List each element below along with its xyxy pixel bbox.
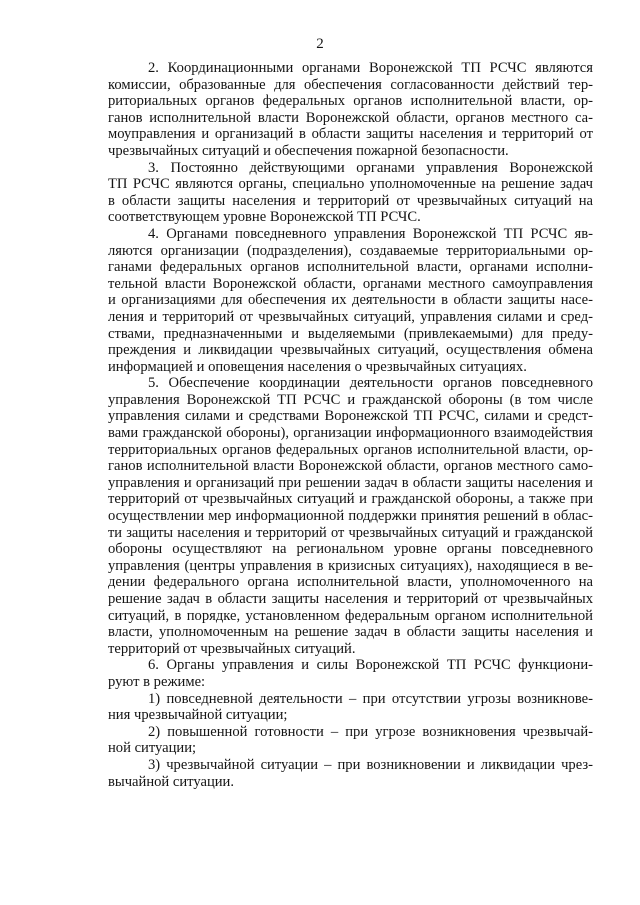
text-line: ганов исполнительной власти Воронежской области, органов местного само- [108,458,593,475]
text-line: 6. Органы управления и силы Воронежской ТП РСЧС функциони- [148,657,593,674]
text-line: территориальных органов федеральных органов исполнительной власти, ор- [108,441,593,458]
text-line: управления силами и средствами Воронежской ТП РСЧС, силами и средст- [108,408,593,425]
text-line: 1) повседневной деятельности – при отсутствии угрозы возникнове- [148,690,593,707]
text-line: преждения и ликвидации чрезвычайных ситуаций, осуществления обмена [108,342,593,359]
text-line: дении федерального органа исполнительной власти, уполномоченного на [108,574,593,591]
text-line: 3) чрезвычайной ситуации – при возникновении и ликвидации чрез- [148,756,593,773]
text-line: 2. Координационными органами Воронежской ТП РСЧС являются [148,60,593,76]
paragraph-p6 [108,657,593,690]
paragraph-p6-3 [108,757,593,790]
text-line: 2) повышенной готовности – при угрозе возникновения чрезвычай- [148,723,593,740]
text-line: решение задач в области защиты населения и территорий от чрезвычайных [108,591,593,607]
text-line: риториальных органов федеральных органов исполнительной власти, ор- [108,93,593,110]
text-line: 3. Постоянно действующими органами управления Воронежской [148,159,593,176]
text-line: вами гражданской обороны), организации информационного взаимодействия [108,425,593,442]
text-line: и организациями для обеспечения их деятельности в области защиты насе- [108,292,593,309]
paragraph-p4 [108,226,593,375]
text-line: осуществлении мер информационной поддержки принятия решений в облас- [108,508,593,525]
document-body [108,60,593,790]
text-line: вычайной ситуации. [108,773,235,790]
text-line: управления (центры управления в кризисных ситуациях), находящиеся в ве- [108,557,593,574]
text-line: обороны осуществляют на региональном уровне органы повседневного [108,541,593,558]
text-line: ния чрезвычайной ситуации; [108,707,288,724]
text-line: территорий от чрезвычайных ситуаций. [108,640,356,657]
text-line: власти, уполномоченным на решение задач в области защиты населения и [108,624,593,641]
text-line: 5. Обеспечение координации деятельности органов повседневного [148,375,593,392]
text-line: ти защиты населения и территорий от чрезвычайных ситуаций и гражданской [108,524,593,541]
paragraph-p5 [108,375,593,657]
paragraph-p2 [108,60,593,160]
text-line: информацией и оповещения населения о чрезвычайных ситуациях. [108,358,527,375]
text-line: комиссии, образованные для обеспечения согласованности действий тер- [108,76,593,93]
text-line: соответствующем уровне Воронежской ТП РСЧС. [108,209,421,226]
text-line: тельной власти Воронежской области, органами местного самоуправления [108,275,593,292]
paragraph-p6-1 [108,691,593,724]
page-number: 2 [316,36,324,52]
text-line: моуправления и организаций в области защиты населения и территорий от [108,126,593,143]
text-line: ганов исполнительной власти Воронежской области, органов местного са- [108,109,593,126]
paragraph-p3 [108,160,593,226]
text-line: территорий от чрезвычайных ситуаций и гражданской обороны, а также при [108,491,593,508]
text-line: ствами, предназначенными и выделяемыми (привлекаемыми) для преду- [108,325,593,342]
paragraph-p6-2 [108,724,593,757]
text-line: 4. Органами повседневного управления Воронежской ТП РСЧС яв- [148,225,593,242]
text-line: ситуаций, в порядке, установленном федеральным органом исполнительной [108,607,593,624]
text-line: управления и организаций при решении задач в области защиты населения и [108,474,593,491]
text-line: чрезвычайных ситуаций и обеспечения пожарной безопасности. [108,142,509,159]
text-line: ляются организации (подразделения), создаваемые территориальными ор- [108,242,593,259]
text-line: ления и территорий от чрезвычайных ситуаций, управления силами и сред- [108,308,593,325]
text-line: в области защиты населения и территорий от чрезвычайных ситуаций на [108,192,593,209]
text-line: ной ситуации; [108,740,197,757]
text-line: ганами федеральных органов исполнительной власти, органами исполни- [108,259,593,276]
text-line: управления Воронежской ТП РСЧС и гражданской обороны (в том числе [108,391,593,408]
text-line: ТП РСЧС являются органы, специально уполномоченные на решение задач [108,176,593,193]
text-line: руют в режиме: [108,673,206,690]
